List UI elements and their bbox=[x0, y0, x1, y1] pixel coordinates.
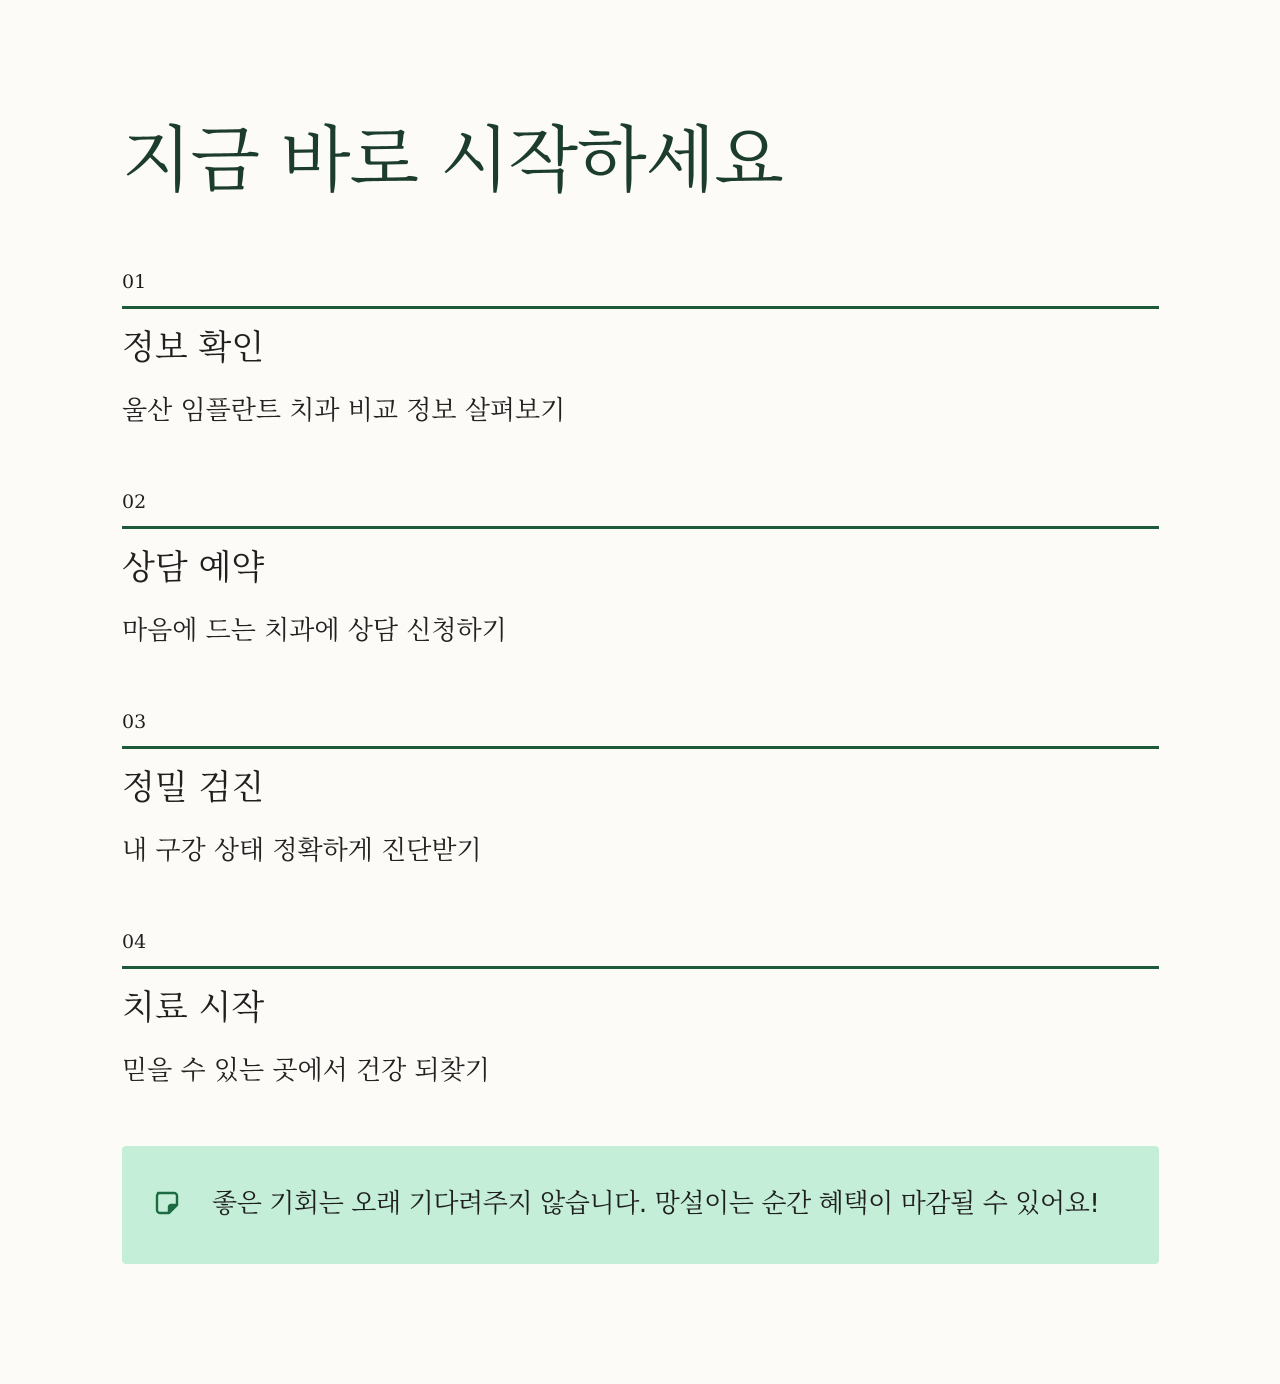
step-number: 04 bbox=[122, 931, 147, 953]
step-item-1 bbox=[122, 270, 1159, 470]
step-item-2 bbox=[122, 490, 1159, 690]
step-title: 정보 확인 bbox=[122, 328, 265, 368]
step-description: 내 구강 상태 정확하게 진단받기 bbox=[122, 836, 482, 866]
step-title: 정밀 검진 bbox=[122, 768, 265, 808]
notice-text: 좋은 기회는 오래 기다려주지 않습니다. 망설이는 순간 혜택이 마감될 수 있어요! bbox=[212, 1189, 1100, 1219]
step-divider bbox=[122, 526, 1159, 529]
step-item-3 bbox=[122, 710, 1159, 910]
step-description: 마음에 드는 치과에 상담 신청하기 bbox=[122, 616, 507, 646]
step-description: 믿을 수 있는 곳에서 건강 되찾기 bbox=[122, 1056, 490, 1086]
step-number: 02 bbox=[122, 491, 147, 513]
sticky-note-icon bbox=[154, 1190, 180, 1216]
step-divider bbox=[122, 306, 1159, 309]
step-number: 01 bbox=[122, 271, 147, 293]
step-divider bbox=[122, 746, 1159, 749]
step-item-4 bbox=[122, 930, 1159, 1130]
notice-callout bbox=[122, 1146, 1159, 1264]
step-title: 상담 예약 bbox=[122, 548, 265, 588]
step-number: 03 bbox=[122, 711, 147, 733]
page-title: 지금 바로 시작하세요 bbox=[122, 118, 783, 202]
step-description: 울산 임플란트 치과 비교 정보 살펴보기 bbox=[122, 396, 566, 426]
step-title: 치료 시작 bbox=[122, 988, 265, 1028]
step-divider bbox=[122, 966, 1159, 969]
